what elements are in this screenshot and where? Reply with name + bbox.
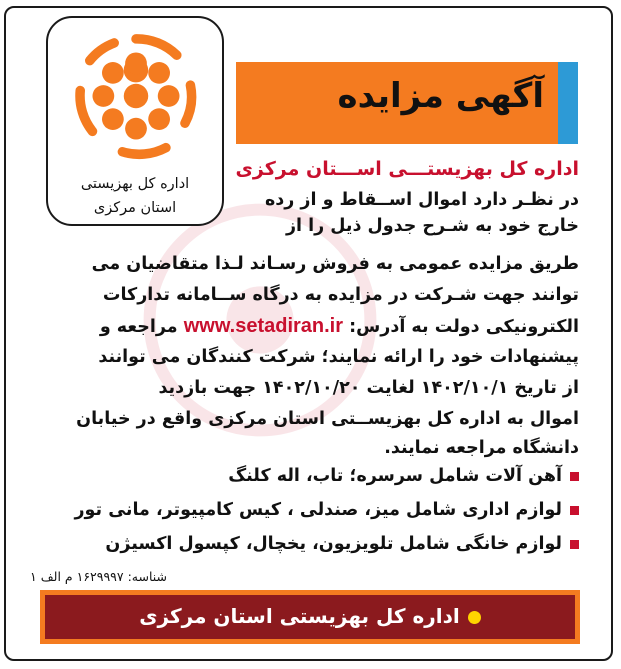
- title-banner-accent: [558, 62, 578, 144]
- body-line: خارج خود به شـرح جدول ذیل را از: [285, 216, 579, 236]
- body-line-url: [100, 314, 579, 339]
- footer-text-row: [45, 604, 575, 628]
- body-line: در نظـر دارد اموال اســقاط و از رده: [264, 190, 579, 210]
- list-item: [228, 466, 579, 486]
- body-line: اموال به اداره کل بهزیســتی استان مرکزی واقع در خیابان: [76, 409, 579, 429]
- body-line: دانشگاه مراجعه نمایند.: [384, 438, 579, 458]
- logo-org-line2: استان مرکزی: [93, 200, 177, 216]
- list-item-text: لوازم خانگی شامل تلویزیون، یخچال، کپسول اکسیژن: [105, 534, 562, 554]
- list-item-text: آهن آلات شامل سرسره؛ تاب، اله کلنگ: [228, 466, 562, 486]
- logo-org-line1: اداره کل بهزیستی: [80, 176, 190, 192]
- setadiran-link[interactable]: www.setadiran.ir: [183, 315, 344, 337]
- body-line: پیشنهادات خود را ارائه نمایند؛ شرکت کنندگان می توانند: [98, 347, 579, 367]
- bullet-square-icon: [570, 540, 579, 549]
- body-line: از تاریخ ۱۴۰۲/۱۰/۱ لغایت ۱۴۰۲/۱۰/۲۰ جهت بازدید: [158, 378, 579, 398]
- bullet-square-icon: [570, 506, 579, 515]
- yellow-dot-icon: [468, 611, 481, 624]
- ad-title: آگهی مزایده: [337, 76, 544, 116]
- footer-banner: [40, 590, 580, 644]
- logo-box: [46, 16, 224, 226]
- url-after: مراجعه و: [99, 317, 178, 337]
- reference-id: شناسه: ۱۶۲۹۹۹۷ م الف ۱: [30, 569, 168, 584]
- body-line: توانند جهت شـرکت در مزایده به درگاه ســامانه تدارکات: [102, 285, 579, 305]
- footer-org-name: اداره کل بهزیستی استان مرکزی: [139, 604, 460, 628]
- bullet-square-icon: [570, 472, 579, 481]
- list-item-text: لوازم اداری شامل میز، صندلی ، کیس کامپیوتر، مانی تور: [74, 500, 562, 520]
- list-item: [105, 534, 579, 554]
- body-line: طریق مزایده عمومی به فروش رسـاند لـذا متقاضیان می: [91, 254, 579, 274]
- organization-name: اداره کل بهزیستـــی اســـتان مرکزی: [235, 158, 579, 180]
- title-banner: [236, 62, 578, 144]
- url-before: الکترونیکی دولت به آدرس:: [349, 317, 579, 337]
- behzisti-flower-logo-icon: [68, 28, 204, 164]
- list-item: [74, 500, 579, 520]
